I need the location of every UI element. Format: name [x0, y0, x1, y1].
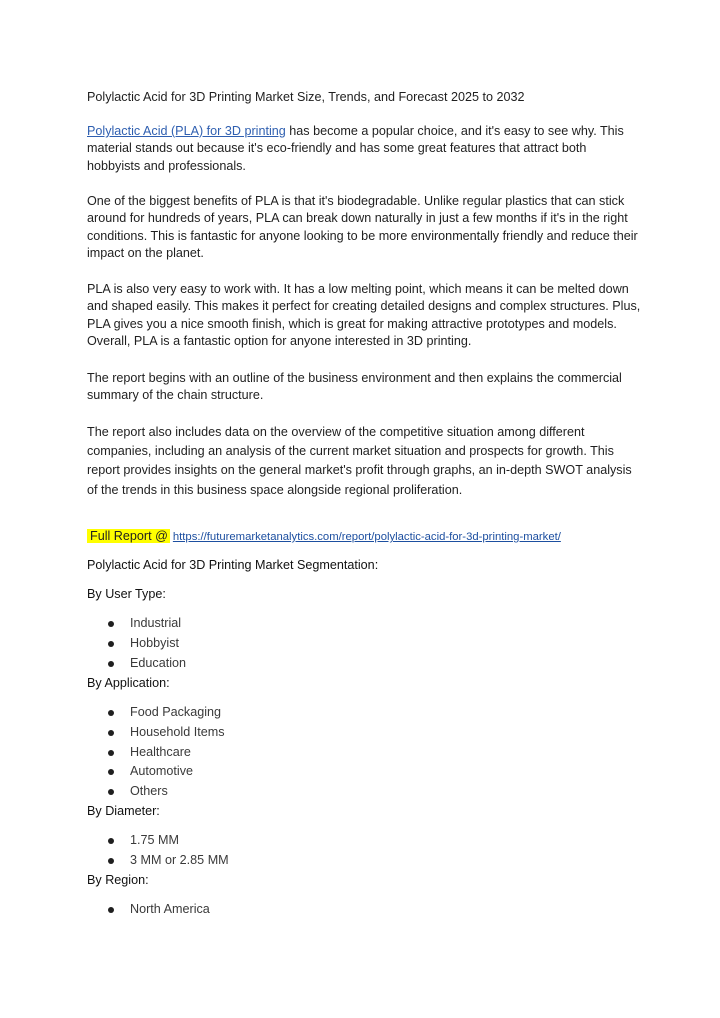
intro-text: has become a popular choice, and it's easy to see why. This material stands out because it's eco-friendly and has some great features that attract both hobbyists and professionals. [87, 124, 624, 173]
full-report-line [87, 528, 561, 546]
segment-heading-diameter: By Diameter: [87, 804, 160, 818]
list-item: 3 MM or 2.85 MM [87, 851, 229, 871]
bullet-icon [108, 838, 114, 844]
list-item: 1.75 MM [87, 831, 229, 851]
bullet-icon [108, 710, 114, 716]
bullet-icon [108, 641, 114, 647]
diameter-list [87, 831, 229, 871]
bullet-icon [108, 750, 114, 756]
list-item: Industrial [87, 614, 186, 634]
full-report-label: Full Report @ [87, 529, 170, 543]
bullet-icon [108, 907, 114, 913]
bullet-icon [108, 789, 114, 795]
segment-heading-region: By Region: [87, 873, 149, 887]
document-title: Polylactic Acid for 3D Printing Market Size, Trends, and Forecast 2025 to 2032 [87, 90, 525, 104]
list-item: Automotive [87, 762, 225, 782]
segment-heading-user-type: By User Type: [87, 587, 166, 601]
list-item: Education [87, 654, 186, 674]
region-list [87, 900, 210, 920]
full-report-link[interactable]: https://futuremarketanalytics.com/report/polylactic-acid-for-3d-printing-market/ [172, 531, 561, 543]
bullet-icon [108, 858, 114, 864]
user-type-list [87, 614, 186, 673]
bullet-icon [108, 769, 114, 775]
list-item: Household Items [87, 723, 225, 743]
paragraph-report-overview: The report also includes data on the overview of the competitive situation among different companies, including an analysis of the current market situation and prospects for growth. This report provides insights on the general market's profit through graphs, an in-depth SWOT analysis of the trends in this business space alongside regional proliferation. [87, 425, 632, 497]
paragraph-report-outline: The report begins with an outline of the business environment and then explains the commercial summary of the chain structure. [87, 371, 622, 403]
list-item: Others [87, 782, 225, 802]
paragraph-easy-to-work: PLA is also very easy to work with. It has a low melting point, which means it can be melted down and shaped easily. This makes it perfect for creating detailed designs and complex structures. Plus, PLA gives you a nice smooth finish, which is great for making attractive prototypes and models. Overall, PLA is a fantastic option for anyone interested in 3D printing. [87, 282, 641, 349]
list-item: North America [87, 900, 210, 920]
bullet-icon [108, 621, 114, 627]
list-item: Food Packaging [87, 703, 225, 723]
segment-heading-application: By Application: [87, 676, 170, 690]
intro-paragraph [87, 123, 639, 175]
segmentation-heading: Polylactic Acid for 3D Printing Market Segmentation: [87, 558, 379, 572]
list-item: Healthcare [87, 743, 225, 763]
application-list [87, 703, 225, 802]
paragraph-biodegradable: One of the biggest benefits of PLA is that it's biodegradable. Unlike regular plastics that can stick around for hundreds of years, PLA can break down naturally in just a few months if it's in the right conditions. This is fantastic for anyone looking to be more environmentally friendly and reduce their impact on the planet. [87, 194, 638, 261]
pla-3d-printing-link[interactable]: Polylactic Acid (PLA) for 3D printing [87, 124, 286, 138]
bullet-icon [108, 661, 114, 667]
list-item: Hobbyist [87, 634, 186, 654]
bullet-icon [108, 730, 114, 736]
